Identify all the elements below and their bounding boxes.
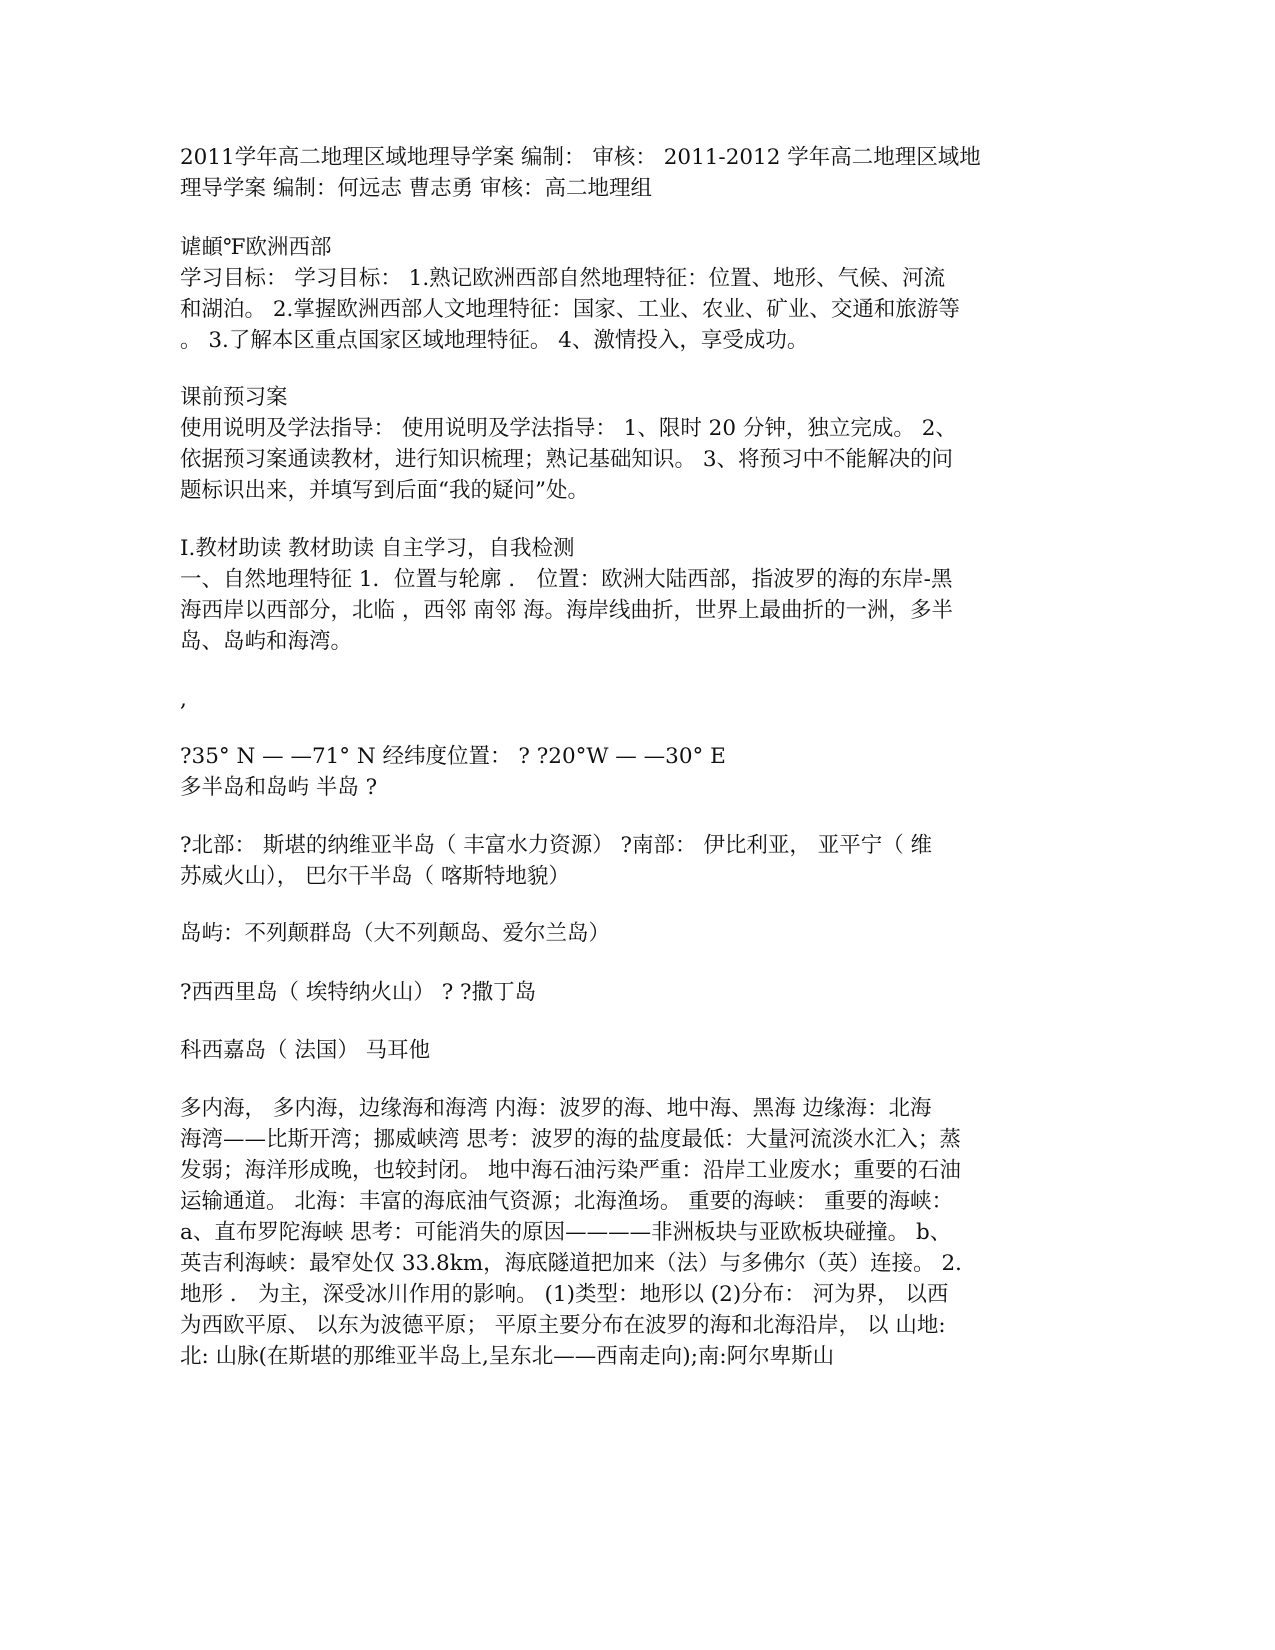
reading-heading: Ⅰ.教材助读 教材助读 自主学习，自我检测 bbox=[180, 536, 575, 561]
peninsulas-paragraph bbox=[180, 830, 1060, 892]
seas-line-2: 海湾——比斯开湾；挪威峡湾 思考：波罗的海的盐度最低：大量河流淡水汇入；蒸 bbox=[180, 1127, 961, 1152]
corsica-paragraph bbox=[180, 1035, 1060, 1066]
seas-line-1: 多内海， 多内海，边缘海和海湾 内海：波罗的海、地中海、黑海 边缘海：北海 bbox=[180, 1096, 932, 1121]
preview-heading: 课前预习案 bbox=[180, 385, 288, 410]
seas-line-9: 北: 山脉(在斯堪的那维亚半岛上,呈东北——西南走向);南:阿尔卑斯山 bbox=[180, 1344, 835, 1369]
preview-paragraph bbox=[180, 382, 1060, 506]
seas-line-5: a、直布罗陀海峡 思考：可能消失的原因————非洲板块与亚欧板块碰撞。 b、 bbox=[180, 1220, 952, 1245]
coordinates-line: ?35° N — —71° N 经纬度位置： ? ?20°W — —30° E bbox=[180, 744, 726, 769]
stray-comma: , bbox=[180, 687, 187, 712]
reading-paragraph bbox=[180, 533, 1060, 657]
header-line-1: 2011学年高二地理区域地理导学案 编制： 审核： 2011-2012 学年高二地理区域地 bbox=[180, 145, 981, 170]
section-title: 谑頔℉欧洲西部 bbox=[180, 235, 332, 260]
reading-line-3: 岛、岛屿和海湾。 bbox=[180, 629, 353, 654]
preview-line-1: 使用说明及学法指导： 使用说明及学法指导： 1、限时 20 分钟，独立完成。 2、 bbox=[180, 416, 957, 441]
sicily-line: ?西西里岛（ 埃特纳火山） ? ?撒丁岛 bbox=[180, 980, 537, 1005]
sicily-paragraph bbox=[180, 977, 1060, 1008]
islands-line: 岛屿：不列颠群岛（大不列颠岛、爱尔兰岛） bbox=[180, 921, 611, 946]
reading-line-1: 一、自然地理特征 1．位置与轮廓 ． 位置：欧洲大陆西部，指波罗的海的东岸-黑 bbox=[180, 567, 953, 592]
islands-paragraph bbox=[180, 918, 1060, 949]
seas-line-4: 运输通道。 北海：丰富的海底油气资源；北海渔场。 重要的海峡： 重要的海峡： bbox=[180, 1189, 954, 1214]
comma-line bbox=[180, 684, 1060, 715]
reading-line-2: 海西岸以西部分，北临 ，西邻 南邻 海。海岸线曲折，世界上最曲折的一洲，多半 bbox=[180, 598, 954, 623]
objectives-paragraph bbox=[180, 232, 1060, 356]
seas-line-6: 英吉利海峡：最窄处仅 33.8km，海底隧道把加来（法）与多佛尔（英）连接。 2． bbox=[180, 1251, 977, 1276]
peninsulas-line-1: ?北部： 斯堪的纳维亚半岛（ 丰富水力资源） ?南部： 伊比利亚， 亚平宁（ 维 bbox=[180, 833, 933, 858]
objectives-line-2: 和湖泊。 2.掌握欧洲西部人文地理特征：国家、工业、农业、矿业、交通和旅游等 bbox=[180, 297, 960, 322]
peninsula-heading-line: 多半岛和岛屿 半岛 ? bbox=[180, 775, 378, 800]
corsica-line: 科西嘉岛（ 法国） 马耳他 bbox=[180, 1038, 431, 1063]
coordinates-paragraph bbox=[180, 741, 1060, 803]
seas-line-8: 为西欧平原、 以东为波德平原； 平原主要分布在波罗的海和北海沿岸， 以 山地: bbox=[180, 1313, 946, 1338]
preview-line-3: 题标识出来，并填写到后面“我的疑问”处。 bbox=[180, 478, 589, 503]
objectives-line-1: 学习目标： 学习目标： 1.熟记欧洲西部自然地理特征：位置、地形、气候、河流 bbox=[180, 266, 946, 291]
peninsulas-line-2: 苏威火山）， 巴尔干半岛（ 喀斯特地貌） bbox=[180, 864, 570, 889]
preview-line-2: 依据预习案通读教材，进行知识梳理；熟记基础知识。 3、将预习中不能解决的问 bbox=[180, 447, 954, 472]
seas-paragraph bbox=[180, 1093, 1060, 1372]
seas-line-3: 发弱；海洋形成晚，也较封闭。 地中海石油污染严重：沿岸工业废水；重要的石油 bbox=[180, 1158, 961, 1183]
objectives-line-3: 。 3.了解本区重点国家区域地理特征。 4、激情投入，享受成功。 bbox=[180, 328, 809, 353]
header-paragraph bbox=[180, 142, 1060, 204]
header-line-2: 理导学案 编制：何远志 曹志勇 审核：高二地理组 bbox=[180, 176, 653, 201]
seas-line-7: 地形 ． 为主，深受冰川作用的影响。 (1)类型：地形以 (2)分布： 河为界， 以西 bbox=[180, 1282, 949, 1307]
